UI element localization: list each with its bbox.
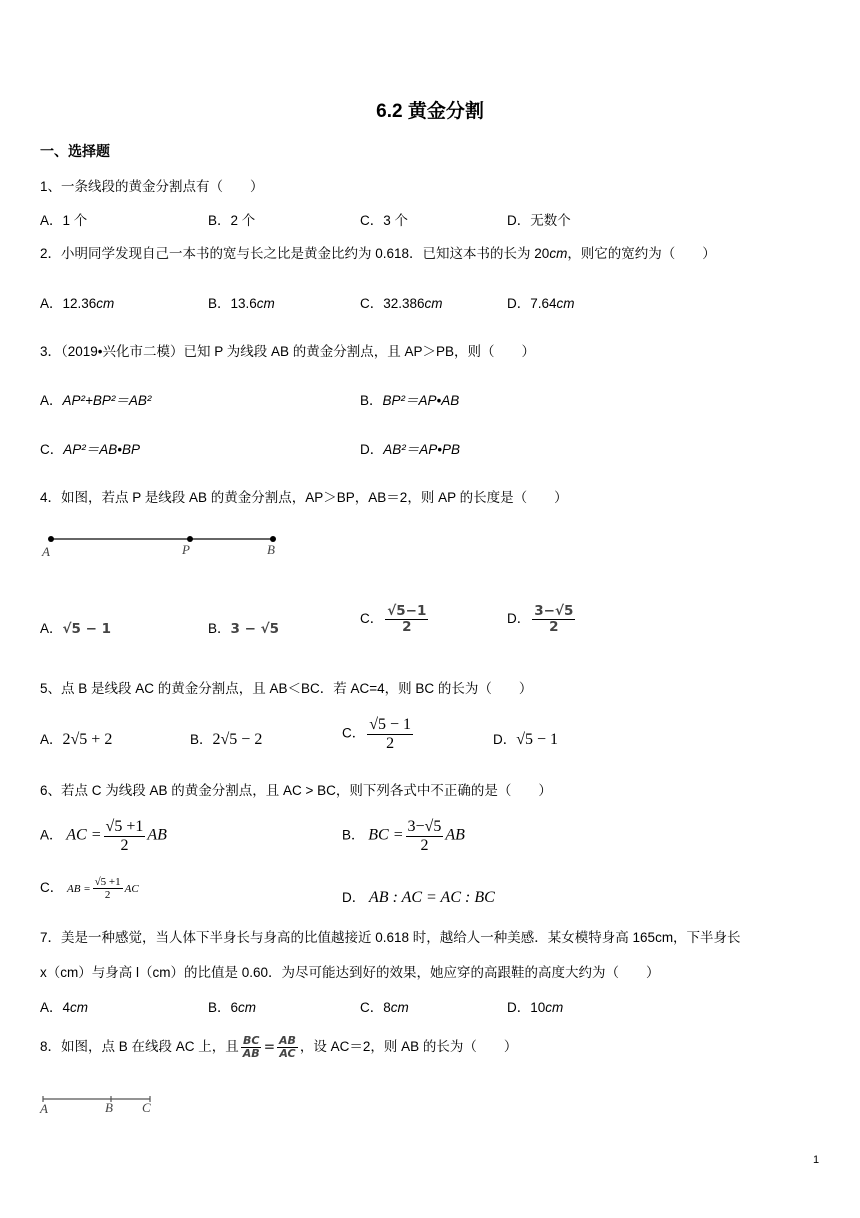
question-4: 4．如图，若点 P 是线段 AB 的黄金分割点，AP＞BP，AB＝2，则 AP 的长度是（ ）: [40, 490, 568, 505]
q8-fraction-1: [241, 1035, 262, 1060]
q8-fraction-1-denominator: AB: [242, 1047, 260, 1061]
q5-option-b-label: B．: [190, 732, 213, 747]
q1-option-b: B．2 个: [208, 213, 256, 228]
q6-option-c-label: C．: [40, 880, 64, 896]
q7-option-d-unit: cm: [545, 1000, 564, 1015]
q4-option-a-label: A．: [40, 621, 63, 636]
q5-option-a: [40, 728, 112, 749]
q6-option-c-lhs: AB =: [67, 883, 91, 896]
q2-stem-pre: 2．小明同学发现自己一本书的宽与长之比是黄金比约为 0.618．已知这本书的长为 20: [40, 246, 550, 261]
q7-option-b-value: B．6: [208, 1000, 239, 1015]
q4-option-d-denominator: 2: [549, 618, 559, 635]
q7-option-c: [360, 996, 409, 1016]
q5-option-c-denominator: 2: [386, 734, 395, 752]
question-5: 5、点 B 是线段 AC 的黄金分割点，且 AB＜BC．若 AC=4，则 BC 的长为（ ）: [40, 681, 533, 696]
q7-option-b: [208, 996, 256, 1016]
q3-option-c-label: C．: [40, 442, 64, 457]
q8-fraction-1-numerator: BC: [243, 1034, 260, 1047]
q7-option-d-value: D．10: [507, 1000, 546, 1015]
q4-option-b: [208, 617, 279, 637]
q5-option-d-expr: √5 − 1: [516, 731, 559, 748]
q4-option-a-expr: √5 − 1: [62, 621, 112, 637]
q6-option-d-expr: AB : AC = AC : BC: [369, 889, 495, 906]
q7-option-d: [507, 996, 563, 1016]
q4-option-c-label: C．: [360, 610, 384, 626]
q4-point-a: [48, 536, 54, 542]
q5-option-c-numerator: √5 − 1: [369, 716, 412, 733]
q7-option-a-value: A．4: [40, 1000, 71, 1015]
q7-option-c-value: C．8: [360, 1000, 391, 1015]
q3-option-b-label: B．: [360, 393, 383, 408]
q8-fraction-2-denominator: AC: [279, 1047, 296, 1061]
q2-option-c: [360, 292, 443, 312]
q3-option-c: [40, 438, 140, 458]
q1-option-d: D．无数个: [507, 213, 571, 228]
question-7-line-1: 7．美是一种感觉，当人体下半身长与身高的比值越接近 0.618 时，越给人一种美感．某女模特身高 165cm，下半身长: [40, 930, 741, 945]
q6-option-b-rhs: AB: [445, 826, 465, 844]
q5-option-b: [190, 728, 262, 749]
q6-option-c-fraction: [93, 876, 123, 901]
question-7-line-2: x（cm）与身高 l（cm）的比值是 0.60．为尽可能达到好的效果，她应穿的高跟鞋的高度大约为（ ）: [40, 965, 660, 980]
q6-option-b-numerator: 3−√5: [407, 818, 442, 835]
q2-option-c-value: C．32.386: [360, 296, 425, 311]
q6-option-d: [342, 886, 495, 907]
question-1: 1、一条线段的黄金分割点有（ ）: [40, 179, 264, 194]
q8-fraction-2: [277, 1035, 298, 1060]
q6-option-b-lhs: BC =: [368, 826, 404, 844]
q2-unit: cm: [549, 246, 568, 261]
q8-label-c: C: [142, 1100, 151, 1115]
q6-option-c: [40, 876, 139, 901]
q4-option-b-expr: 3 − √5: [230, 621, 280, 637]
q4-option-c-denominator: 2: [402, 618, 412, 635]
q4-option-c-fraction: [385, 604, 428, 635]
q4-label-p: P: [182, 542, 190, 557]
q8-label-b: B: [105, 1100, 113, 1115]
q7-option-a-unit: cm: [70, 1000, 89, 1015]
q3-option-b-expr: BP²＝AP•AB: [382, 393, 460, 408]
q6-option-b-fraction: [406, 818, 444, 854]
q5-option-c: [342, 716, 415, 752]
q4-option-d-label: D．: [507, 610, 531, 626]
q2-option-b-unit: cm: [256, 296, 275, 311]
q5-option-d-label: D．: [493, 732, 517, 747]
q3-option-d-label: D．: [360, 442, 384, 457]
q2-option-d-value: D．7.64: [507, 296, 557, 311]
q1-option-a: A．1 个: [40, 213, 88, 228]
q8-equals: =: [263, 1039, 275, 1056]
q6-option-a-label: A．: [40, 827, 63, 843]
question-3: 3．（2019•兴化市二模）已知 P 为线段 AB 的黄金分割点，且 AP＞PB，则（ ）: [40, 344, 536, 359]
q6-option-a-numerator: √5 +1: [105, 818, 144, 835]
q6-option-b: [342, 818, 465, 854]
q4-option-d-fraction: [532, 604, 575, 635]
section-heading: 一、选择题: [40, 143, 110, 159]
q8-stem-post: ，设 AC＝2，则 AB 的长为（ ）: [299, 1039, 518, 1055]
q6-option-a-denominator: 2: [120, 836, 129, 854]
q2-option-b: [208, 292, 275, 312]
q2-option-c-unit: cm: [424, 296, 443, 311]
q5-option-c-label: C．: [342, 725, 366, 741]
q4-label-a: A: [42, 544, 50, 559]
q2-option-b-value: B．13.6: [208, 296, 257, 311]
question-6: 6、若点 C 为线段 AB 的黄金分割点，且 AC > BC，则下列各式中不正确的是（ ）: [40, 783, 552, 798]
q3-option-d: [360, 438, 460, 458]
q3-option-d-expr: AB²＝AP•PB: [383, 442, 460, 457]
q6-option-a-lhs: AC =: [66, 826, 102, 844]
q7-option-a: [40, 996, 88, 1016]
page-title: 6.2 黄金分割: [376, 101, 484, 122]
q5-option-a-expr: 2√5 + 2: [62, 731, 113, 748]
q2-stem-post: ，则它的宽约为（ ）: [567, 246, 716, 261]
q8-fraction-2-numerator: AB: [279, 1034, 296, 1047]
q6-option-a-rhs: AB: [147, 826, 167, 844]
q5-option-a-label: A．: [40, 732, 63, 747]
q3-option-b: [360, 389, 459, 409]
question-8: [40, 1035, 517, 1060]
q4-segment-figure: [38, 532, 288, 562]
q5-option-b-expr: 2√5 − 2: [212, 731, 263, 748]
q4-option-b-label: B．: [208, 621, 231, 636]
q4-option-c: [360, 604, 430, 635]
q6-option-c-numerator: √5 +1: [94, 876, 121, 888]
q2-option-d-unit: cm: [556, 296, 575, 311]
q2-option-a-value: A．12.36: [40, 296, 97, 311]
q4-label-b: B: [267, 542, 275, 557]
page-number: 1: [813, 1154, 820, 1166]
q3-option-c-expr: AP²＝AB•BP: [63, 442, 140, 457]
question-2: [40, 242, 716, 262]
q3-option-a-label: A．: [40, 393, 63, 408]
q4-option-c-numerator: √5−1: [387, 603, 427, 619]
q6-option-d-label: D．: [342, 890, 366, 905]
q2-option-a-unit: cm: [96, 296, 115, 311]
q6-option-a: [40, 818, 167, 854]
q6-option-b-denominator: 2: [420, 836, 429, 854]
q5-option-d: [493, 728, 558, 749]
q8-label-a: A: [40, 1101, 48, 1116]
q2-option-a: [40, 292, 114, 312]
q7-option-c-unit: cm: [390, 1000, 409, 1015]
q4-option-d-numerator: 3−√5: [534, 603, 574, 619]
q4-option-a: [40, 617, 111, 637]
q3-option-a: [40, 389, 151, 409]
q7-option-b-unit: cm: [238, 1000, 257, 1015]
q8-stem-pre: 8．如图，点 B 在线段 AC 上，且: [40, 1039, 239, 1055]
q2-option-d: [507, 292, 575, 312]
q3-option-a-expr: AP²+BP²＝AB²: [62, 393, 152, 408]
q6-option-b-label: B．: [342, 827, 365, 843]
q6-option-c-rhs: AC: [124, 883, 139, 896]
q5-option-c-fraction: [367, 716, 413, 752]
q4-option-d: [507, 604, 577, 635]
q6-option-c-denominator: 2: [104, 889, 111, 902]
q8-segment-figure: [38, 1094, 168, 1118]
q1-option-c: C．3 个: [360, 213, 409, 228]
q6-option-a-fraction: [104, 818, 146, 854]
